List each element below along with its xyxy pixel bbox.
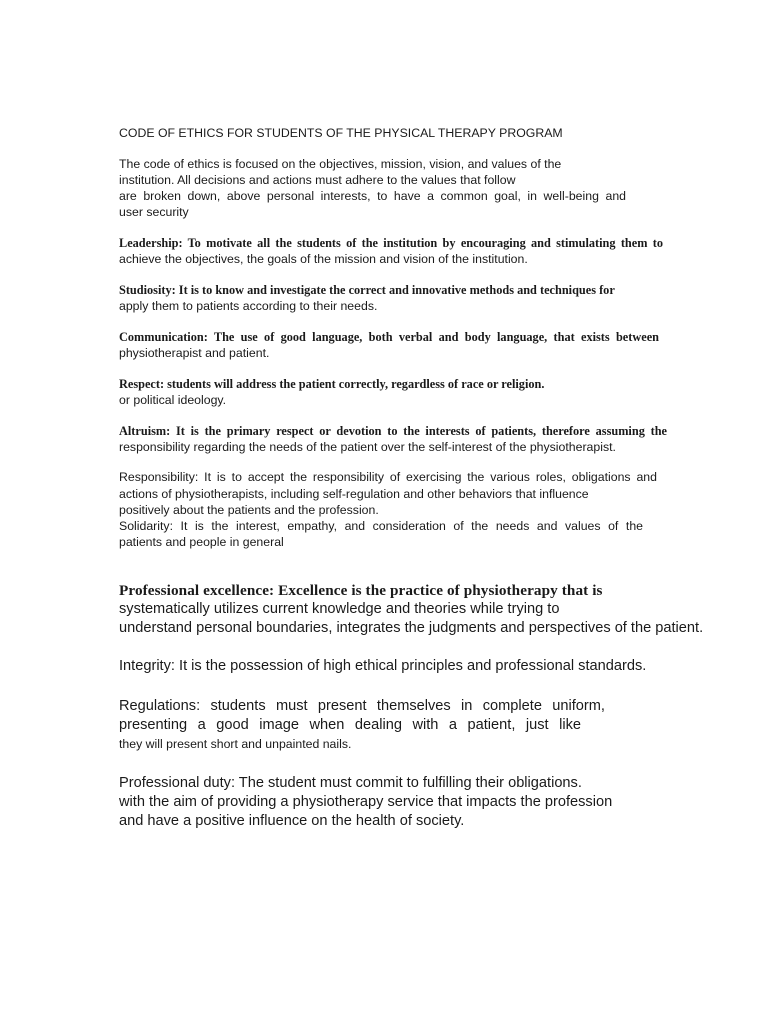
responsibility-line: actions of physiotherapists, including self-regulation and other behaviors that influence	[119, 487, 589, 501]
responsibility-line: positively about the patients and the profession.	[119, 503, 379, 517]
leadership-heading-line: Leadership: To motivate all the students of the institution by encouraging and stimulating them to	[119, 236, 663, 250]
responsibility-line: Responsibility: It is to accept the responsibility of exercising the various roles, obligations and	[119, 470, 657, 484]
communication-line: physiotherapist and patient.	[119, 346, 270, 360]
intro-line: The code of ethics is focused on the objectives, mission, vision, and values of the	[119, 157, 562, 171]
professional-excellence-heading-line: Professional excellence: Excellence is the practice of physiotherapy that is	[119, 582, 603, 599]
professional-excellence-line: understand personal boundaries, integrates the judgments and perspectives of the patient.	[119, 620, 704, 636]
altruism-line: responsibility regarding the needs of the patient over the self-interest of the physiotherapist.	[119, 440, 616, 454]
solidarity-line: patients and people in general	[119, 535, 284, 549]
document-title: CODE OF ETHICS FOR STUDENTS OF THE PHYSICAL THERAPY PROGRAM	[119, 126, 563, 140]
integrity-paragraph: Integrity: It is the possession of high ethical principles and professional standards.	[119, 658, 647, 674]
altruism-heading-line: Altruism: It is the primary respect or devotion to the interests of patients, therefore assuming the	[119, 424, 667, 438]
professional-excellence-line: systematically utilizes current knowledge and theories while trying to	[119, 601, 560, 617]
respect-heading-line: Respect: students will address the patient correctly, regardless of race or religion.	[119, 377, 545, 391]
professional-duty-line: with the aim of providing a physiotherapy service that impacts the profession	[119, 794, 613, 810]
respect-line: or political ideology.	[119, 393, 227, 407]
professional-duty-line: and have a positive influence on the health of society.	[119, 813, 465, 829]
intro-line: are broken down, above personal interests, to have a common goal, in well-being and	[119, 189, 626, 203]
communication-heading-line: Communication: The use of good language, both verbal and body language, that exists between	[119, 330, 659, 344]
studiosity-heading-line: Studiosity: It is to know and investigate the correct and innovative methods and techniques for	[119, 283, 615, 297]
regulations-line: they will present short and unpainted nails.	[119, 737, 352, 751]
regulations-line: presenting a good image when dealing with a patient, just like	[119, 717, 581, 733]
regulations-line: Regulations: students must present themselves in complete uniform,	[119, 698, 605, 714]
solidarity-line: Solidarity: It is the interest, empathy, and consideration of the needs and values of the	[119, 519, 643, 533]
studiosity-line: apply them to patients according to their needs.	[119, 299, 378, 313]
intro-line: institution. All decisions and actions must adhere to the values that follow	[119, 173, 516, 187]
intro-line: user security	[119, 205, 189, 219]
professional-duty-line: Professional duty: The student must commit to fulfilling their obligations.	[119, 775, 582, 791]
leadership-line: achieve the objectives, the goals of the mission and vision of the institution.	[119, 252, 528, 266]
